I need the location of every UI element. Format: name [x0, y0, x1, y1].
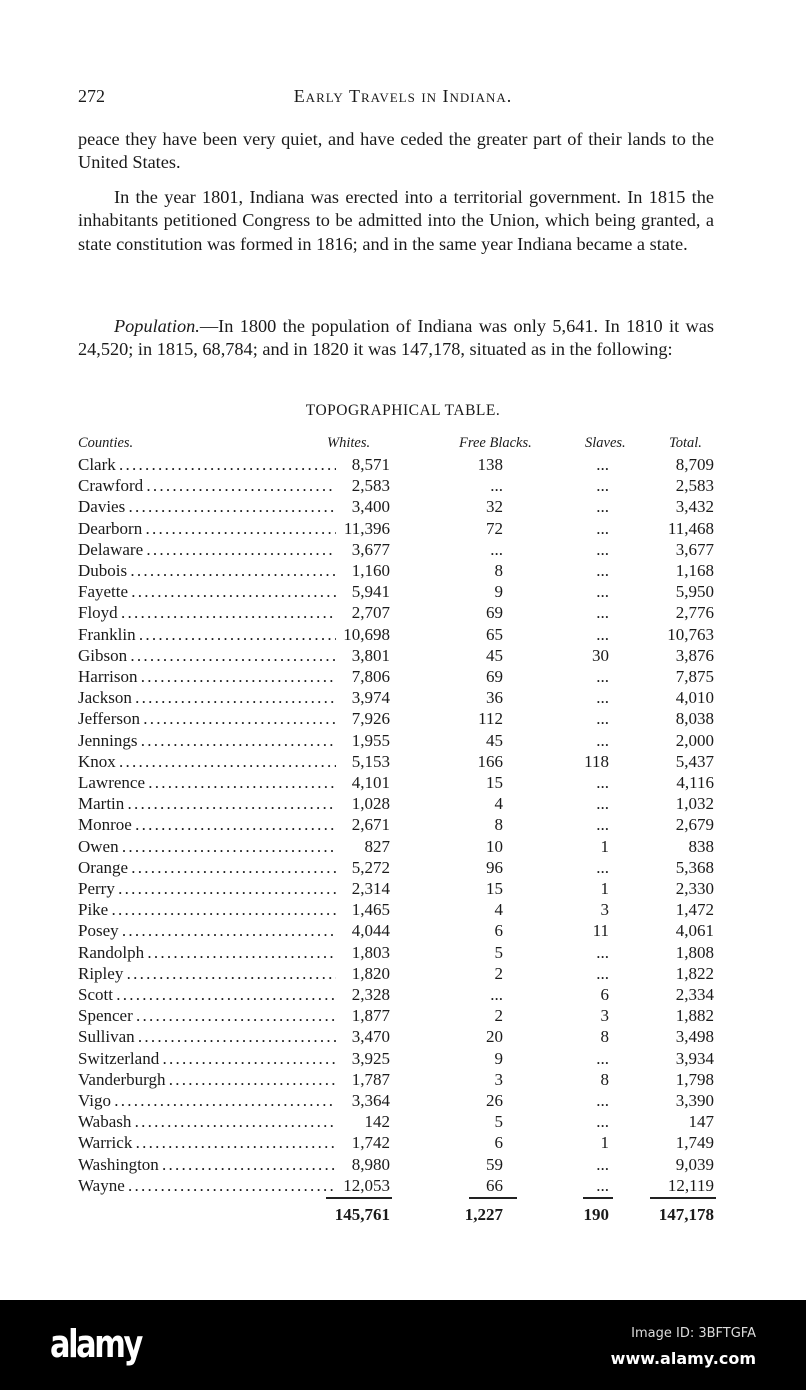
whites-cell: 2,671	[351, 815, 390, 835]
table-row	[78, 624, 714, 645]
slaves-cell: 3	[600, 1006, 609, 1026]
county-name: Crawford . . .	[78, 475, 336, 496]
total-total: 147,178	[658, 1205, 714, 1224]
slaves-cell: ...	[596, 857, 609, 877]
total-cell: 838	[688, 836, 714, 856]
county-name: Switzerland . . .	[78, 1048, 336, 1069]
total-cell: 5,437	[675, 751, 714, 771]
county-name: Ripley . . .	[78, 963, 336, 984]
whites-cell: 2,583	[351, 476, 390, 496]
table-row	[78, 1026, 714, 1047]
county-name: Franklin . . .	[78, 624, 336, 645]
total-cell: 1,798	[675, 1069, 714, 1089]
slaves-cell: ...	[596, 1112, 609, 1132]
slaves-cell: 30	[592, 645, 609, 665]
free-blacks-cell: ...	[490, 985, 503, 1004]
whites-cell: 142	[364, 1112, 390, 1132]
total-cell: 5,950	[675, 582, 714, 602]
county-name: Floyd . . .	[78, 602, 336, 623]
total-cell: 3,498	[675, 1027, 714, 1047]
slaves-cell: ...	[596, 1048, 609, 1068]
whites-cell: 1,955	[351, 730, 390, 750]
free-blacks-cell: 69	[486, 603, 503, 623]
table-row	[78, 645, 714, 666]
free-blacks-cell: 66	[486, 1175, 503, 1195]
county-name: Monroe . . .	[78, 814, 336, 835]
total-cell: 2,583	[675, 476, 714, 496]
total-cell: 2,334	[675, 985, 714, 1004]
whites-cell: 3,677	[351, 539, 390, 559]
slaves-cell: ...	[596, 963, 609, 983]
table-row	[78, 878, 714, 899]
free-blacks-cell: 96	[486, 857, 503, 877]
whites-cell: 2,328	[351, 985, 390, 1004]
total-cell: 8,709	[675, 455, 714, 474]
slaves-cell: ...	[596, 539, 609, 559]
whites-cell: 4,044	[351, 921, 390, 941]
county-name: Fayette . . .	[78, 581, 336, 602]
free-blacks-cell: 15	[486, 879, 503, 898]
table-row	[78, 1111, 714, 1132]
county-name: Jackson . . .	[78, 687, 336, 708]
total-cell: 3,390	[675, 1091, 714, 1110]
free-blacks-cell: 6	[494, 921, 503, 941]
table-row	[78, 730, 714, 751]
total-cell: 10,763	[667, 624, 714, 644]
whites-cell: 4,101	[351, 773, 390, 792]
table-row	[78, 1069, 714, 1090]
whites-cell: 3,801	[351, 645, 390, 665]
whites-cell: 1,877	[351, 1006, 390, 1026]
whites-cell: 2,707	[351, 603, 390, 623]
slaves-cell: ...	[596, 1091, 609, 1110]
county-name: Jennings . . .	[78, 730, 336, 751]
free-blacks-cell: 8	[494, 561, 503, 580]
whites-cell: 3,400	[351, 497, 390, 517]
slaves-cell: ...	[596, 518, 609, 538]
slaves-cell: ...	[596, 603, 609, 623]
free-blacks-cell: 2	[494, 963, 503, 983]
total-rule	[326, 1197, 392, 1199]
table-row	[78, 1154, 714, 1175]
slaves-cell: 11	[592, 921, 609, 941]
whites-cell: 10,698	[343, 624, 390, 644]
free-blacks-cell: 9	[494, 1048, 503, 1068]
slaves-cell: ...	[596, 582, 609, 602]
slaves-cell: ...	[596, 624, 609, 644]
county-name: Dearborn . . .	[78, 518, 336, 539]
slaves-cell: ...	[596, 688, 609, 708]
slaves-cell: ...	[596, 942, 609, 962]
free-blacks-cell: 2	[494, 1006, 503, 1026]
county-name: Martin . . .	[78, 793, 336, 814]
whites-cell: 1,465	[351, 900, 390, 920]
slaves-cell: 1	[600, 836, 609, 856]
county-name: Delaware . . .	[78, 539, 336, 560]
column-header-counties: Counties.	[78, 435, 134, 451]
total-cell: 1,749	[675, 1133, 714, 1153]
slaves-cell: ...	[596, 1154, 609, 1174]
total-cell: 1,808	[675, 942, 714, 962]
total-cell: 11,468	[667, 518, 714, 538]
free-blacks-cell: 59	[486, 1154, 503, 1174]
table-row	[78, 496, 714, 517]
table-row	[78, 475, 714, 496]
county-name: Owen . . .	[78, 836, 336, 857]
table-row	[78, 857, 714, 878]
county-name: Scott . . .	[78, 984, 336, 1005]
free-blacks-cell: 166	[477, 751, 503, 771]
slaves-cell: 1	[600, 1133, 609, 1153]
table-row	[78, 1175, 714, 1196]
column-header-whites: Whites.	[327, 435, 371, 451]
total-cell: 2,776	[675, 603, 714, 623]
whites-cell: 8,571	[351, 455, 390, 474]
free-blacks-cell: 5	[494, 942, 503, 962]
total-whites: 145,761	[334, 1205, 390, 1224]
total-slaves: 190	[583, 1205, 609, 1224]
whites-cell: 1,028	[351, 794, 390, 814]
county-name: Dubois . . .	[78, 560, 336, 581]
table-row	[78, 539, 714, 560]
whites-cell: 3,925	[351, 1048, 390, 1068]
slaves-cell: ...	[596, 497, 609, 517]
slaves-cell: 8	[600, 1069, 609, 1089]
free-blacks-cell: 4	[494, 794, 503, 814]
free-blacks-cell: 10	[486, 836, 503, 856]
free-blacks-cell: 69	[486, 667, 503, 686]
table-row	[78, 1090, 714, 1111]
table-row	[78, 708, 714, 729]
slaves-cell: ...	[596, 773, 609, 792]
total-cell: 147	[688, 1112, 714, 1132]
table-row	[78, 751, 714, 772]
population-text: —In 1800 the population of Indiana was only 5,641. In 1810 it was 24,520; in 1815, 68,784; and in 1820 it was 147,178, situated as in the following:	[78, 316, 714, 360]
slaves-cell: ...	[596, 667, 609, 686]
total-cell: 4,116	[676, 773, 714, 792]
table-row	[78, 560, 714, 581]
table-row	[78, 454, 714, 475]
county-name: Wayne . . .	[78, 1175, 336, 1196]
slaves-cell: 118	[584, 751, 609, 771]
county-name: Knox . . .	[78, 751, 336, 772]
county-name: Sullivan . . .	[78, 1026, 336, 1047]
page-number: 272	[78, 86, 105, 106]
table-row	[78, 984, 714, 1005]
table-row	[78, 1132, 714, 1153]
whites-cell: 11,396	[343, 518, 390, 538]
total-rule	[650, 1197, 716, 1199]
whites-cell: 5,153	[351, 751, 390, 771]
whites-cell: 12,053	[343, 1175, 390, 1195]
table-row	[78, 581, 714, 602]
free-blacks-cell: 4	[494, 900, 503, 920]
free-blacks-cell: 6	[494, 1133, 503, 1153]
slaves-cell: ...	[596, 455, 609, 474]
free-blacks-cell: 15	[486, 773, 503, 792]
slaves-cell: 3	[600, 900, 609, 920]
total-cell: 9,039	[675, 1154, 714, 1174]
county-name: Orange . . .	[78, 857, 336, 878]
slaves-cell: ...	[596, 561, 609, 580]
county-name: Vanderburgh . . .	[78, 1069, 336, 1090]
whites-cell: 2,314	[351, 879, 390, 898]
image-id: Image ID: 3BFTGFA	[631, 1326, 756, 1341]
whites-cell: 827	[364, 836, 390, 856]
free-blacks-cell: 3	[494, 1069, 503, 1089]
slaves-cell: 6	[600, 985, 609, 1004]
table-row	[78, 602, 714, 623]
running-title: Early Travels in Indiana.	[293, 86, 513, 106]
table-row	[78, 518, 714, 539]
whites-cell: 7,806	[351, 667, 390, 686]
free-blacks-cell: 32	[486, 497, 503, 517]
free-blacks-cell: 65	[486, 624, 503, 644]
free-blacks-cell: 138	[477, 455, 503, 474]
alamy-logo: alamy	[50, 1322, 141, 1366]
free-blacks-cell: 8	[494, 815, 503, 835]
total-cell: 1,032	[675, 794, 714, 814]
free-blacks-cell: ...	[490, 476, 503, 496]
whites-cell: 1,820	[351, 963, 390, 983]
table-row	[78, 772, 714, 793]
county-name: Perry . . .	[78, 878, 336, 899]
total-cell: 5,368	[675, 857, 714, 877]
paragraph: peace they have been very quiet, and have ceded the greater part of their lands to the United States.	[78, 129, 714, 173]
paragraph: In the year 1801, Indiana was erected into a territorial government. In 1815 the inhabitants petitioned Congress to be admitted into the Union, which being granted, a state constitution was formed in 1816; and in the same year Indiana became a state.	[78, 187, 714, 254]
slaves-cell: ...	[596, 730, 609, 750]
county-name: Warrick . . .	[78, 1132, 336, 1153]
total-cell: 8,038	[675, 709, 714, 729]
county-name: Clark . . .	[78, 454, 336, 475]
whites-cell: 1,787	[351, 1069, 390, 1089]
watermark-url: www.alamy.com	[610, 1349, 756, 1368]
total-cell: 3,677	[675, 539, 714, 559]
free-blacks-cell: 45	[486, 730, 503, 750]
total-free-blacks: 1,227	[464, 1205, 503, 1224]
whites-cell: 3,470	[351, 1027, 390, 1047]
slaves-cell: ...	[596, 1175, 609, 1195]
free-blacks-cell: 112	[478, 709, 503, 729]
free-blacks-cell: 26	[486, 1091, 503, 1110]
slaves-cell: ...	[596, 709, 609, 729]
free-blacks-cell: 5	[494, 1112, 503, 1132]
county-name: Randolph . . .	[78, 942, 336, 963]
total-cell: 4,061	[675, 921, 714, 941]
county-name: Wabash . . .	[78, 1111, 336, 1132]
whites-cell: 5,941	[351, 582, 390, 602]
county-name: Davies . . .	[78, 496, 336, 517]
whites-cell: 1,742	[351, 1133, 390, 1153]
table-row	[78, 793, 714, 814]
column-header-slaves: Slaves.	[585, 435, 626, 451]
column-header-total: Total.	[669, 435, 702, 451]
county-name: Lawrence . . .	[78, 772, 336, 793]
free-blacks-cell: 72	[486, 518, 503, 538]
free-blacks-cell: ...	[490, 539, 503, 559]
county-name: Washington . . .	[78, 1154, 336, 1175]
total-cell: 1,168	[675, 561, 714, 580]
table-row	[78, 942, 714, 963]
table-title: TOPOGRAPHICAL TABLE.	[305, 402, 501, 419]
table-row	[78, 814, 714, 835]
population-label: Population.	[114, 316, 200, 336]
total-cell: 12,119	[667, 1175, 714, 1195]
total-rule	[583, 1197, 613, 1199]
table-row	[78, 1005, 714, 1026]
free-blacks-cell: 36	[486, 688, 503, 708]
column-header-free-blacks: Free Blacks.	[459, 435, 532, 451]
slaves-cell: 8	[600, 1027, 609, 1047]
table-row	[78, 1048, 714, 1069]
total-cell: 7,875	[675, 667, 714, 686]
total-cell: 3,432	[675, 497, 714, 517]
table-row	[78, 963, 714, 984]
county-name: Jefferson . . .	[78, 708, 336, 729]
table-row	[78, 666, 714, 687]
slaves-cell: 1	[600, 879, 609, 898]
table-row	[78, 836, 714, 857]
total-cell: 3,876	[675, 645, 714, 665]
population-paragraph	[78, 315, 714, 362]
total-cell: 2,679	[675, 815, 714, 835]
total-cell: 1,882	[675, 1006, 714, 1026]
slaves-cell: ...	[596, 794, 609, 814]
total-rule	[469, 1197, 517, 1199]
county-name: Vigo . . .	[78, 1090, 336, 1111]
total-cell: 2,330	[675, 879, 714, 898]
table-row	[78, 687, 714, 708]
free-blacks-cell: 20	[486, 1027, 503, 1047]
county-name: Posey . . .	[78, 920, 336, 941]
whites-cell: 5,272	[351, 857, 390, 877]
whites-cell: 3,364	[351, 1091, 390, 1110]
whites-cell: 1,803	[351, 942, 390, 962]
whites-cell: 1,160	[351, 561, 390, 580]
table-row	[78, 920, 714, 941]
whites-cell: 8,980	[351, 1154, 390, 1174]
free-blacks-cell: 9	[494, 582, 503, 602]
watermark-bar	[0, 1300, 806, 1390]
county-name: Pike . . .	[78, 899, 336, 920]
total-cell: 1,472	[675, 900, 714, 920]
free-blacks-cell: 45	[486, 645, 503, 665]
county-name: Harrison . . .	[78, 666, 336, 687]
slaves-cell: ...	[596, 815, 609, 835]
slaves-cell: ...	[596, 476, 609, 496]
table-row	[78, 899, 714, 920]
county-name: Spencer . . .	[78, 1005, 336, 1026]
total-cell: 2,000	[675, 730, 714, 750]
whites-cell: 3,974	[351, 688, 390, 708]
whites-cell: 7,926	[351, 709, 390, 729]
total-cell: 4,010	[675, 688, 714, 708]
total-cell: 1,822	[675, 963, 714, 983]
total-cell: 3,934	[675, 1048, 714, 1068]
county-name: Gibson . . .	[78, 645, 336, 666]
